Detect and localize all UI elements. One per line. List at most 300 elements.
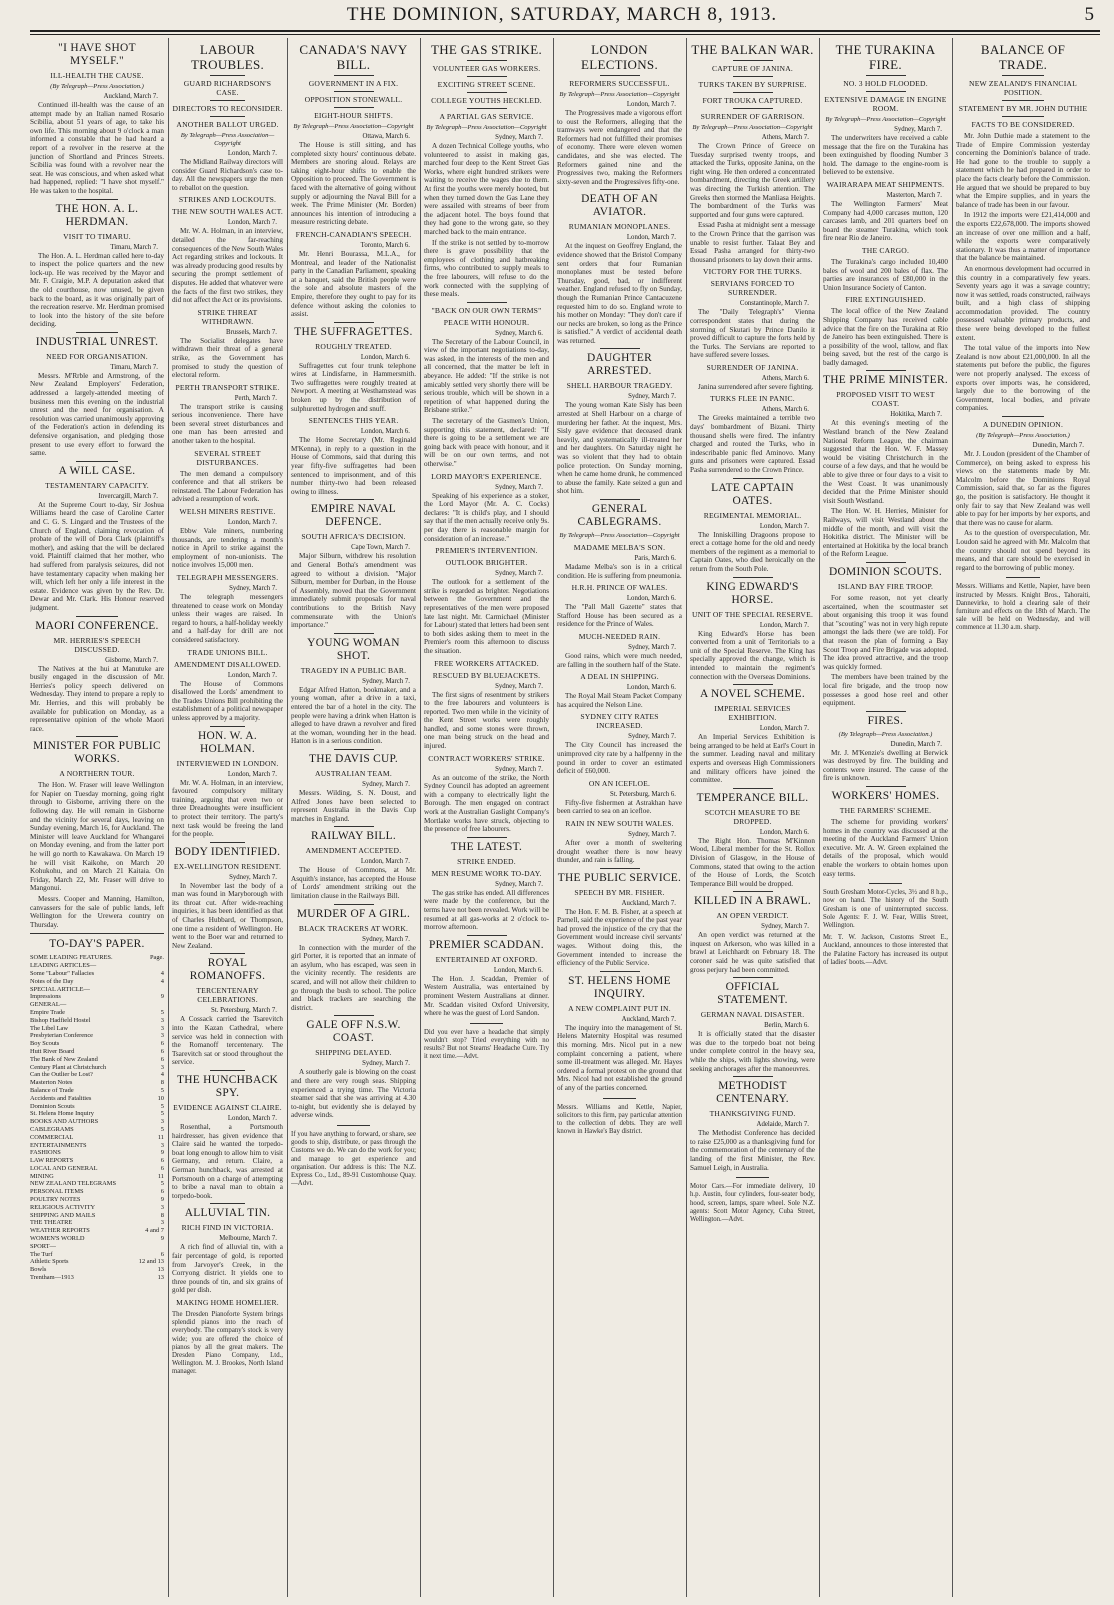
subheading: STRIKES AND LOCKOUTS. [178, 195, 277, 205]
article-text: The Crown Prince of Greece on Tuesday surprised twenty troops, and attacked the Turks, opposite Janina, on the right wing. He then ordered a concentrated bombardment, directing the Greek artillery was directing the Turkish attention. The Greeks then stormed the Manliasa Heights. The bombardment of the Turks was supported and four guns were captured. [690, 142, 815, 219]
article-text: The "Daily Telegraph's" Vienna correspondent states that during the storming of Skutari by Prince Danilo it proved difficult to capture the forts held by the Turks. The Servians are reported to have suffered severe losses. [690, 308, 815, 360]
headline-todays-paper: TO-DAY'S PAPER. [49, 938, 145, 951]
subheading: PROPOSED VISIT TO WEST COAST. [836, 390, 935, 409]
index-page [146, 986, 164, 994]
index-label: Trentham—1913 [30, 1274, 74, 1282]
index-page: 3 [160, 1118, 164, 1126]
subheading: ISLAND BAY FIRE TROOP. [837, 581, 934, 591]
column-3 [291, 40, 416, 1599]
index-row [30, 1243, 164, 1251]
column-5 [557, 40, 682, 1599]
press-credit: (By Telegraph—Press Association.) [838, 730, 933, 738]
article-text: The City Council has increased the unimproved city rate by a halfpenny in the pound in order to cover an estimated deficit of £60,000. [557, 741, 682, 776]
subheading: SENTENCES THIS YEAR. [308, 416, 399, 426]
subheading: "BACK ON OUR OWN TERMS" [431, 305, 542, 315]
dateline: Sydney, March 7. [229, 873, 277, 881]
headline-shot-myself: "I HAVE SHOT MYSELF." [58, 42, 136, 67]
subheading: EXCITING STREET SCENE. [437, 80, 536, 89]
index-page: 10 [157, 1094, 164, 1102]
index-row [30, 1095, 164, 1103]
index-label: BOOKS AND AUTHORS [30, 1118, 99, 1126]
index-label: St. Helens Home Inquiry [30, 1110, 94, 1118]
article-text: A rich find of alluvial tin, with a fair percentage of gold, is reported from Jarvoyer's Creek, in the Corryong district. It yields one to three pounds of tin, and six grains of gold per dish. [172, 1243, 283, 1295]
index-row [30, 1009, 164, 1017]
dateline: London, March 7. [227, 150, 277, 157]
column-rule [686, 38, 687, 1597]
index-page: 6 [160, 1164, 164, 1172]
subheading: REFORMERS SUCCESSFUL. [569, 79, 670, 88]
index-row [30, 1118, 164, 1126]
headline-royal-romanoffs: ROYAL ROMANOFFS. [189, 957, 266, 983]
subheading: SPEECH BY MR. FISHER. [574, 887, 665, 897]
index-label: Bishop Hadfield Hostel [30, 1016, 91, 1024]
dateline: Athens, March 6. [761, 374, 809, 382]
article-text: The secretary of the Gasmen's Union, supporting this statement, declared: "If there is going to be a settlement we are going back with peace with honour, and it will be on our own terms, and not otherwise." [424, 417, 549, 468]
subheading: DIRECTORS TO RECONSIDER. [172, 104, 283, 113]
article-text: The first signs of resentment by strikers to the free labourers and volunteers is reported. Two men while in the vicinity of the Kent Street works were roughly handled, and some stones were thrown, one man being struck on the head and injured. [424, 690, 549, 751]
headline-general-cablegrams: GENERAL CABLEGRAMS. [577, 503, 662, 528]
subheading: TRADE UNIONS BILL. [187, 647, 268, 657]
subheading: EX-WELLINGTON RESIDENT. [173, 861, 282, 871]
article-text: The Right Hon. Thomas M'Kinnon Wood, Liberal member for the St. Rollox Division of Glasgow, in the House of Commons, stated that owing to the action of the House of Lords, the Scotch Temperance Bill would be dropped. [690, 836, 815, 888]
index-row [30, 1032, 164, 1040]
column-6 [690, 40, 815, 1599]
subheading: ANOTHER BALLOT URGED. [176, 120, 279, 129]
dateline: Sydney, March 7. [229, 585, 277, 592]
index-row [30, 1235, 164, 1243]
subheading: THE FARMERS' SCHEME. [839, 806, 932, 816]
subheading: AUSTRALIAN TEAM. [315, 768, 392, 778]
index-header [30, 954, 164, 962]
headline-novel-scheme: A NOVEL SCHEME. [699, 688, 805, 701]
subheading: TURKS FLEE IN PANIC. [710, 394, 795, 404]
dateline: Sydney, March 7. [761, 923, 809, 931]
subheading: WAIRARAPA MEAT SHIPMENTS. [826, 179, 945, 189]
index-page: 4 [160, 969, 164, 977]
article-text: Essad Pasha at midnight sent a message to the Crown Prince that the garrison was unable to resist further. Talaat Bey and Essad Pasha arranged for thirty-two thousand prisoners to lay down their arms. [690, 221, 815, 264]
dateline: Berlin, March 6. [764, 1022, 809, 1030]
index-label: LAW REPORTS [30, 1157, 74, 1165]
headline-will-case: A WILL CASE. [58, 464, 136, 477]
index-row [30, 1087, 164, 1095]
index-row [30, 1173, 164, 1181]
column-rule [553, 38, 554, 1597]
index-row [30, 1157, 164, 1165]
index-page: 3 [160, 1024, 164, 1032]
index-row [30, 1064, 164, 1072]
index-label: POULTRY NOTES [30, 1196, 81, 1204]
subheading: ROUGHLY TREATED. [315, 341, 392, 351]
article-text: The Royal Mail Steam Packet Company has acquired the Nelson Line. [557, 692, 682, 709]
dateline: Sydney, March 7. [628, 733, 676, 741]
column-rule [420, 38, 421, 1597]
dateline: Sydney, March 7. [628, 643, 676, 651]
dateline: St. Petersburg, March 7. [211, 1007, 277, 1015]
subheading: PREMIER'S INTERVENTION. [435, 546, 538, 556]
subheading: NEW ZEALAND'S FINANCIAL POSITION. [969, 79, 1077, 97]
headline-public-service: THE PUBLIC SERVICE. [557, 871, 682, 884]
subheading: NO. 3 HOLD FLOODED. [843, 79, 928, 88]
index-label: THE THEATRE [30, 1219, 73, 1227]
headline-london-elections: LONDON ELECTIONS. [580, 42, 659, 72]
index-page: 5 [160, 1125, 164, 1133]
subheading: RICH FIND IN VICTORIA. [181, 1223, 274, 1233]
index-row [30, 1103, 164, 1111]
subheading: ON AN ICEFLOE. [588, 778, 651, 788]
article-text: After over a month of sweltering drought weather there is now heavy thunder, and rain is falling. [557, 838, 682, 865]
advertisement: The Dresden Pianoforte System brings splendid pianos into the reach of everybody. The company's stock is very wide; you are offered the choice of pianos by all the great makers. The Dresden Piano Company, Ltd., Wellington. M. J. Brookes, North Island manager. [172, 1310, 283, 1376]
index-row [30, 1258, 164, 1266]
headline-death-of-aviator: DEATH OF AN AVIATOR. [581, 193, 658, 219]
masthead [30, 4, 1094, 26]
article-text: The transport strike is causing serious inconvenience. There have been several street disturbances and one man has been arrested and another taken to the hospital. [172, 402, 283, 446]
dateline: Invercargill, March 7. [98, 492, 158, 500]
press-credit: By Telegraph—Press Association—Copyright [825, 116, 946, 123]
subheading: REGIMENTAL MEMORIAL. [703, 510, 802, 520]
subheading: TRAGEDY IN A PUBLIC BAR. [300, 665, 407, 675]
index-label: The Bank of New Zealand [30, 1055, 98, 1063]
headline-killed-in-brawl: KILLED IN A BRAWL. [693, 895, 812, 908]
article-text: The Progressives made a vigorous effort to oust the Reformers, alleging that the tramways were endangered and that the Reformers had not fulfilled their promises of economy. There were eleven women candidates, and she was elected. The Reformers gained nine and the Progressives two, making the Reformers sixty-seven and the Progressives fifty-one. [557, 109, 682, 186]
index-label: COMMERCIAL [30, 1133, 74, 1141]
headline-workers-homes: WORKERS' HOMES. [831, 790, 940, 803]
article-text: An Imperial Services Exhibition is being arranged to be held at Earl's Court in the summer. Leading naval and military experts and overseas High Commissioners and military officers have joined the committee. [690, 733, 815, 785]
subheading: WELSH MINERS RESTIVE. [179, 507, 276, 517]
index-page [146, 1243, 164, 1251]
index-label: Presbyterian Conference [30, 1032, 93, 1040]
article-text: Speaking of his experience as a stoker, the Lord Mayor (Mr. A. C. Cocks) declares: "It is child's play, and I should say that if the men actually receive only 9s. per day there is reasonable margin for consideration of an increase." [424, 491, 549, 543]
subheading: AMENDMENT ACCEPTED. [305, 846, 402, 856]
advertisement: Motor Cars.—For immediate delivery, 10 h.p. Austin, four cylinders, four-seater body, hood, screen, lamps, spare wheel. Sole N.Z. agents: Scott Motor Agency, Cuba Street, Wellington.—Advt. [690, 1183, 815, 1223]
headline-premier-scaddan: PREMIER SCADDAN. [429, 938, 544, 951]
subheading: PERTH TRANSPORT STRIKE. [175, 382, 280, 392]
subheading: EIGHT-HOUR SHIFTS. [314, 111, 393, 120]
subheading: LORD MAYOR'S EXPERIENCE. [431, 471, 542, 481]
article-text: Edgar Alfred Hatton, bookmaker, and a young woman, after a drive in a taxi, entered the bar of a hotel in the city. The people were having a drink when Hatton is alleged to have drawn a revolver and fired at the woman, wounding her in the head. Hatton is in a serious condition. [291, 685, 416, 746]
dateline: Sydney, March 7. [362, 935, 410, 943]
index-page [146, 1001, 164, 1009]
headline-murder-of-a-girl: MURDER OF A GIRL. [296, 907, 411, 920]
index-row [30, 1196, 164, 1204]
subheading: GERMAN NAVAL DISASTER. [700, 1010, 805, 1020]
index-page: 13 [157, 1266, 164, 1274]
subheading: MUCH-NEEDED RAIN. [578, 631, 661, 641]
dateline: Paris, March 6. [634, 555, 676, 562]
index-page: 11 [157, 1133, 164, 1141]
subheading: A PARTIAL GAS SERVICE. [439, 112, 534, 121]
index-label: PERSONAL ITEMS [30, 1188, 84, 1196]
index-label: Impressions [30, 993, 61, 1001]
article-text: Major Silburn, withdrew his resolution and General Botha's amendment was agreed to without a division. "Major Silburn, member for Durban, in the House of Assembly, moved that the Government immediately submit proposals for naval contributions to the British Navy commensurate with the Union's importance." [291, 552, 416, 630]
dateline: Sydney, March 7. [495, 570, 543, 578]
article-text: An enormous development had occurred in this country in a comparatively few years. Seventy years ago it was a savage country; now it was settled, roads constructed, railways built, and a high class of shipping accommodation provided. The country possessed valuable primary products, and these were being developed to the fullest extent. [956, 264, 1090, 342]
dateline: Sydney, March 7. [495, 880, 543, 888]
column-2 [172, 40, 283, 1599]
index-label: Empire Trade [30, 1008, 65, 1016]
subheading: IMPERIAL SERVICES EXHIBITION. [714, 704, 791, 723]
index-label: SPORT— [30, 1242, 56, 1250]
article-text: It is officially stated that the disaster was due to the torpedo boat not being under complete control in the heavy sea, while the ships, with lights showing, were seeking anchorages after the manoeuvres. [690, 1030, 815, 1073]
index-row [30, 1110, 164, 1118]
subheading: THE CARGO. [861, 245, 910, 255]
dateline: Masterton, March 7. [886, 191, 942, 199]
press-credit: By Telegraph—Press Association—Copyright [692, 124, 813, 131]
headline-gas-strike: THE GAS STRIKE. [430, 42, 543, 57]
subheading: GUARD RICHARDSON'S CASE. [183, 79, 272, 97]
index-page [146, 962, 164, 970]
subheading: SOUTH AFRICA'S DECISION. [301, 532, 406, 542]
subheading: GOVERNMENT IN A FIX. [308, 79, 399, 88]
index-page: 8 [160, 1079, 164, 1087]
article-text: Messrs. Cooper and Manning, Hamilton, canvassers for the sale of public lands, left Wellington for the Urewera country on Thursday. [30, 895, 164, 929]
index-row [30, 970, 164, 978]
index-page: 3 [160, 1032, 164, 1040]
article-text: The scheme for providing workers' homes in the country was discussed at the meeting of the Auckland Farmers' Union executive. Mr. A. W. Green explained the details of the proposal, which would enable the workers to obtain homes upon easy terms. [823, 818, 948, 878]
headline-maori-conference: MAORI CONFERENCE. [35, 619, 159, 632]
dateline: Auckland, March 7. [103, 93, 158, 100]
subheading: AMENDMENT DISALLOWED. [174, 659, 281, 669]
index-label: Century Plant at Christchurch [30, 1063, 107, 1071]
article-text: Mr. J. M'Kenzie's dwelling at Berwick was destroyed by fire. The building and contents were insured. The cause of the fire is unknown. [823, 748, 948, 783]
dateline: London, March 7. [360, 858, 410, 866]
page-number: 5 [1084, 4, 1094, 25]
article-text: The House of Commons, at Mr. Asquith's instance, has accepted the House of Lords' amendment striking out the limitation clause in the Railways Bill. [291, 866, 416, 901]
article-text: The Home Secretary (Mr. Reginald M'Kenna), in reply to a question in the House of Commons, said that during this year fifty-five suffragettes had been sentenced to imprisonment, and of this number thirty-two had been released owing to illness. [291, 436, 416, 496]
dateline: London, March 7. [227, 219, 277, 227]
subheading: EVIDENCE AGAINST CLAIRE. [173, 1103, 282, 1112]
index-row [30, 1251, 164, 1259]
index-label: ENTERTAINMENTS [30, 1141, 87, 1149]
article-text: The Natives at the hui at Manutuke are busily engaged in the discussion of Mr. Herries's policy speech delivered on Wednesday. They intend to prepare a reply to Mr. Herries, and this will probably be available for publication on Monday, as a representative opinion of the whole Maori race. [30, 664, 164, 733]
article-text: The Hon. J. Scaddan, Premier of Western Australia, was entertained by prominent Western Australians at dinner. Mr. Scaddan visited Oxford University, where he was the guest of Lord Sandon. [424, 974, 549, 1018]
column-1 [30, 40, 164, 1599]
subheading: SHELL HARBOUR TRAGEDY. [566, 381, 673, 391]
headline-methodist-centenary: METHODIST CENTENARY. [716, 1080, 789, 1106]
headline-minister-public-works: MINISTER FOR PUBLIC WORKS. [33, 740, 161, 766]
index-label: Athletic Sports [30, 1258, 69, 1266]
dateline: Sydney, March 7. [495, 134, 543, 141]
headline-balkan-war: THE BALKAN WAR. [691, 42, 814, 57]
index-page: 4 and 7 [145, 1227, 164, 1235]
headline-king-edwards-horse: KING EDWARD'S HORSE. [706, 580, 799, 606]
headline-balance-of-trade: BALANCE OF TRADE. [980, 42, 1066, 72]
article-text: The Turakina's cargo included 10,400 bales of wool and 200 bales of flax. The parties are insurances of £80,000 in the Union Insurance Society of Canton. [823, 257, 948, 292]
newspaper-title: THE DOMINION, SATURDAY, MARCH 8, 1913. [346, 4, 778, 25]
article-text: The Socialist delegates have withdrawn their threat of a general strike, as the Government has promised to study the question of electoral reform. [172, 336, 283, 380]
article-text: The Hon. W. Fraser will leave Wellington for Napier on Tuesday morning, going right through to Gisborne, arriving there on the following day. He will remain in Gisborne and the vicinity for several days, leaving on Sunday evening, March 16, for Auckland. The Minister will leave Auckland for Whangarei on Monday evening, and from the latter port he will go north to Kawakawa. On March 19 he will visit Kaikohe, on March 20 Kohukohu, and on March 21 Kaitaia. On Friday, March 22, Mr. Fraser will drive to Mangonui. [30, 781, 164, 893]
dateline: Cape Town, March 7. [351, 544, 410, 552]
article-text: The telegraph messengers threatened to cease work on Monday unless their wages are raised. In regard to hours, a half-holiday weekly and a half-day for drill are not considered satisfactory. [172, 593, 283, 644]
dateline: London, March 7. [759, 522, 809, 530]
index-row [30, 978, 164, 986]
dateline: Sydney, March 7. [362, 1060, 410, 1068]
dateline: Timaru, March 7. [110, 363, 158, 371]
index-page: 13 [157, 1274, 164, 1282]
dateline: London, March 7. [626, 234, 676, 242]
dateline: London, March 7. [227, 1115, 277, 1122]
index-page: 3 [160, 1063, 164, 1071]
column-rule [287, 38, 288, 1597]
dateline: Timaru, March 7. [110, 243, 158, 251]
article-text: The underwriters have received a cable message that the fire on the Turakina has been extinguished by flooding Number 3 hold. The damage to the engine-room is believed to be extensive. [823, 134, 948, 177]
article-text: Ebbw Vale miners, numbering thousands, are tendering a month's notice in April to strike against the employment of non-unionists. The notice involves 15,000 men. [172, 527, 283, 570]
index-label: The Turf [30, 1250, 53, 1258]
article-text: Messrs. Wilding, S. N. Doust, and Alfred Jones have been selected to represent Australia in the Davis Cup matches in England. [291, 788, 416, 823]
article-text: If the strike is not settled by to-morrow there is grave possibility that the employees of clothing and hatbreaking firms, who contributed to supply meals to the free labourers, will refuse to do the work connected with the supplying of these meals. [424, 238, 549, 299]
subheading: STATEMENT BY MR. JOHN DUTHIE [958, 104, 1088, 113]
index-page: 12 and 13 [138, 1258, 164, 1266]
article-text: For some reason, not yet clearly ascertained, when the scoutmaster set about organising this troop it was found that "scouting" was not in very high repute amongst the lads there (we are told). For that reason the plan of forming a Bay Scout Troop and Fire Brigade was adopted. The idea proved attractive, and the troop was quickly formed. [823, 593, 948, 671]
article-text: The gas strike has ended. All differences were made by the conference, but the terms have not been revealed. Work will be resumed at all gas-works at 2 o'clock to-morrow afternoon. [424, 888, 549, 932]
subheading: SCOTCH MEASURE TO BE DROPPED. [704, 807, 801, 826]
index-page: 3 [160, 1203, 164, 1211]
index-page: 8 [160, 1211, 164, 1219]
subheading: VOLUNTEER GAS WORKERS. [432, 64, 541, 73]
article-text: A Cossack carried the Tsarevitch into the Kazan Cathedral, where service was held in connection with the Romanoff tercentenary. The Tsarevitch sat or stood throughout the service. [172, 1015, 283, 1067]
index-label: WOMEN'S WORLD [30, 1235, 85, 1243]
press-credit: By Telegraph—Press Association—Copyright [559, 532, 680, 539]
article-text: Mr. W. A. Holman, in an interview, favoured compulsory military training, arguing that even two or three Dreadnoughts were insufficient to protect their territory. The party's next task would be freeing the land for the people. [172, 778, 283, 839]
subheading: TERCENTENARY CELEBRATIONS. [196, 986, 259, 1005]
index-label: SPECIAL ARTICLE— [30, 985, 90, 993]
press-credit: By Telegraph—Press Association—Copyright [180, 132, 275, 147]
dateline: Sydney, March 7. [628, 393, 676, 401]
subheading: A DUNEDIN OPINION. [982, 420, 1064, 429]
subheading: THANKSGIVING FUND. [709, 1109, 796, 1119]
article-text: Mr. J. Loudon (president of the Chamber of Commerce), on being asked to express his views on the statements made by Mr. Malcolm before the Dominions Royal Commission, said that, so far as the figures go, the position is satisfactory. He thought it only fair to say that New Zealand was well able to pay for her imports by her exports, and that there was no cause for alarm. [956, 450, 1090, 527]
index-label: Some "Labour" Fallacies [30, 969, 95, 977]
article-text: At the inquest on Geoffrey England, the evidence showed that the Bristol Company sent orders that four Rumanian monoplanes must be tested before Thursday, good, bad, or indifferent weather. England refused to fly on Sunday, though the Rumanian Prince Cantacuzene requested him to do so. England wrote to his mother on Monday: "They don't care if our necks are broken, so long as the Prince is satisfied." A verdict of accidental death was returned. [557, 242, 682, 345]
subheading: COLLEGE YOUTHS HECKLED. [431, 96, 542, 105]
index-row [30, 1227, 164, 1235]
index-row [30, 1212, 164, 1220]
headline-official-statement: OFFICIAL STATEMENT. [717, 981, 788, 1007]
index-label: Bowls [30, 1266, 47, 1274]
index-page: 6 [160, 1040, 164, 1048]
column-rule [819, 38, 820, 1597]
dateline: Sydney, March 6. [495, 329, 543, 337]
dateline: London, March 7. [227, 519, 277, 527]
index-page: 6 [160, 1188, 164, 1196]
index-row [30, 986, 164, 994]
index-row [30, 1001, 164, 1009]
article-text: A dozen Technical College youths, who volunteered to assist in making gas, marched four deep to the Kent Street Gas Works, where eight hundred strikers were waiting to receive the wages due to them. At first the youths were merely hooted, but when they turned down the Gas Lane they were assailed with streams of beer from the adjacent hotel. The boys found that they had gone to the wrong gate, so they marched back to the main entrance. [424, 142, 549, 236]
press-credit: By Telegraph—Press Association—Copyright [559, 91, 680, 98]
column-rule [168, 38, 169, 1597]
article-text: As an outcome of the strike, the North Sydney Council has adopted an agreement with a company to electrically light the Borough. The men engaged on contract work at the Australian Gaslight Company's Mortlake works have struck, objecting to the presence of free labourers. [424, 773, 549, 834]
article-text: Good rains, which were much needed, are falling in the southern half of the State. [557, 651, 682, 669]
subheading: MEN RESUME WORK TO-DAY. [431, 868, 542, 878]
dateline: Athens, March 7. [761, 134, 809, 141]
index-label: Hutt River Board [30, 1047, 75, 1055]
index-label: Notes of the Day [30, 977, 74, 985]
index-page: 5 [160, 1008, 164, 1016]
index-page: 9 [160, 1149, 164, 1157]
dateline: London, March 6. [759, 828, 809, 836]
index-label: Balance of Trade [30, 1086, 74, 1094]
dateline: London, March 6. [360, 428, 410, 436]
subheading: SURRENDER OF GARRISON. [700, 112, 805, 121]
index-row [30, 993, 164, 1001]
subheading: EXTENSIVE DAMAGE IN ENGINE ROOM. [824, 95, 947, 113]
column-7 [823, 40, 948, 1599]
article-text: The young woman Kate Sisly has been arrested at Shell Harbour on a charge of murdering her father. At the inquest, Mrs. Sisly gave evidence that deceased drank heavily, and systematically ill-treated her and her daughters. On Saturday night he was so violent that they had to obtain police protection. On Sunday morning, when he came home drunk, he commenced to abuse the family. Kate seized a gun and shot him. [557, 401, 682, 496]
press-credit: By Telegraph—Press Association—Copyright [426, 124, 547, 131]
index-page: 5 [160, 1110, 164, 1118]
subheading: UNIT OF THE SPECIAL RESERVE. [691, 609, 814, 619]
article-text: The Secretary of the Labour Council, in view of the important negotiations to-day, was asked, in the interests of the men and all concerned, that the matter be left in abeyance. He added: "If the strike is not amicably settled very shortly there will be serious trouble, which will be shown in a repetition of what happened during the Brisbane strike." [424, 337, 549, 415]
index-label: MINING [30, 1172, 54, 1180]
article-text: Janina surrendered after severe fighting. [698, 382, 814, 391]
subheading: SERVIANS FORCED TO SURRENDER. [710, 279, 795, 298]
article-text: King Edward's Horse has been converted from a unit of Territorials to a unit of the Special Reserve. The King has specially approved the change, which is intended to maintain the regiment's connection with the Overseas Dominions. [690, 629, 815, 681]
article-text: The total value of the imports into New Zealand is now about £21,000,000. In all the statements put before the public, the figures were not properly analysed. The excess of exports over imports was, he considered, largely due to the borrowing of the Government, local bodies, and private companies. [956, 344, 1090, 413]
index-row [30, 1165, 164, 1173]
index-label: RELIGIOUS ACTIVITY [30, 1203, 96, 1211]
index-page: 9 [160, 1196, 164, 1204]
headline-industrial-unrest: INDUSTRIAL UNREST. [35, 335, 159, 348]
subheading: FREE WORKERS ATTACKED. [434, 658, 539, 668]
dateline: Sydney, March 7. [362, 677, 410, 685]
article-text: In 1912 the imports were £21,414,000 and the exports £22,678,000. The imports showed an increase of over one million and a half, while the exports were comparatively stationary. It was thus a matter of importance that the balance be maintained. [956, 211, 1090, 263]
subheading: A NORTHERN TOUR. [59, 769, 135, 779]
dateline: London, March 7. [759, 621, 809, 629]
press-credit: (By Telegraph—Press Association.) [50, 83, 144, 90]
index-page: 3 [160, 1016, 164, 1024]
dateline: Auckland, March 7. [621, 899, 676, 907]
dateline: Gisborne, March 7. [105, 656, 158, 664]
headline-holman: HON. W. A. HOLMAN. [197, 729, 257, 755]
headline-the-latest: THE LATEST. [450, 840, 523, 853]
headline-daughter-arrested: DAUGHTER ARRESTED. [586, 352, 653, 378]
article-text: The House of Commons disallowed the Lords' amendment to the Trades Unions Bill prohibiting the establishment of a political newspaper unless approved by a majority. [172, 679, 283, 722]
index-row [30, 1142, 164, 1150]
subheading: SEVERAL STREET DISTURBANCES. [194, 448, 261, 467]
index-row [30, 1048, 164, 1056]
headline-labour-troubles: LABOUR TROUBLES. [190, 42, 265, 72]
article-text: At the Supreme Court to-day, Sir Joshua Williams heard the case of Caroline Carter and C. G. S. Lingard and the Trustees of the Church of England, claiming revocation of probate of the will of Dora Clark (plaintiff's mother), and asking that the will be declared void. Plaintiff claimed that her mother, who had suffered from paralysis seizures, did not have testamentary capacity when making her will, which left her only a life interest in the estate. Evidence was given by the Rev. Dr. Dewar and Mr. Clark. His Honour reserved judgment. [30, 500, 164, 612]
subheading: OUTLOOK BRIGHTER. [445, 558, 528, 568]
index-row [30, 1056, 164, 1064]
advertisement: Messrs. Williams and Kettle, Napier, solicitors to this firm, pay particular attention to the collection of debts. They are well known in Hawke's Bay district. [557, 1103, 682, 1136]
dateline: Sydney, March 7. [495, 765, 543, 773]
article-text: An open verdict was returned at the inquest on Arkerson, who was killed in a brawl at Leichhardt on February 18. The coroner said he was quite satisfied that gross perjury had been committed. [690, 931, 815, 974]
headline-temperance-bill: TEMPERANCE BILL. [696, 791, 809, 804]
subheading: CAPTURE OF JANINA. [711, 64, 794, 73]
subheading: SYDNEY CITY RATES INCREASED. [580, 712, 659, 731]
headline-gale-nsw-coast: GALE OFF N.S.W. COAST. [306, 1019, 401, 1045]
headline-railway-bill: RAILWAY BILL. [310, 830, 397, 843]
headline-canadas-navy-bill: CANADA'S NAVY BILL. [299, 42, 408, 72]
index-page: 5 [160, 1102, 164, 1110]
article-text: Mr. W. A. Holman, in an interview, detailed the far-reaching consequences of the New South Wales Act regarding strikes and lockouts. It was already producing good results by securing the prompt settlement of disputes. He added that whatever were the facts of the first two strikes, they did not affect the Act or its provisions. [172, 227, 283, 305]
subheading: MAKING HOME HOMELIER. [176, 1297, 279, 1307]
headline-dominion-scouts: DOMINION SCOUTS. [828, 565, 943, 578]
article-text: The Methodist Conference has decided to raise £25,000 as a thanksgiving fund for the commemoration of the centenary of the landing of the first Minister, the Rev. Samuel Leigh, in Australia. [690, 1129, 815, 1172]
index-page: 5 [160, 1180, 164, 1188]
dateline: Dunedin, March 7. [890, 740, 942, 748]
index-label: LEADING ARTICLES— [30, 962, 97, 970]
index-page: 3 [160, 1141, 164, 1149]
index-page: 6 [160, 1047, 164, 1055]
headline-empire-naval-defence: EMPIRE NAVAL DEFENCE. [310, 503, 397, 529]
index-label: Masterton Notes [30, 1079, 73, 1087]
subheading: STRIKE ENDED. [457, 856, 516, 866]
article-text: Suffragettes cut four trunk telephone wires at Lindisfarne, in Hammersmith. Two suffragettes were roughly treated at Newport. A meeting at Westhamstead was broken up by the distribution of sulphuretted hydrogen and snuff. [291, 361, 416, 413]
headline-prime-minister: THE PRIME MINISTER. [823, 374, 948, 387]
subheading: H.R.H. PRINCE OF WALES. [571, 583, 668, 593]
article-text: In November last the body of a man was found in Maryborough with its throat cut. After wide-reaching inquiries, it has been identified as that of Charles Hubbard, or Thompson, one time a resident of Wellington. He went to the Boer war and returned to New Zealand. [172, 881, 283, 950]
